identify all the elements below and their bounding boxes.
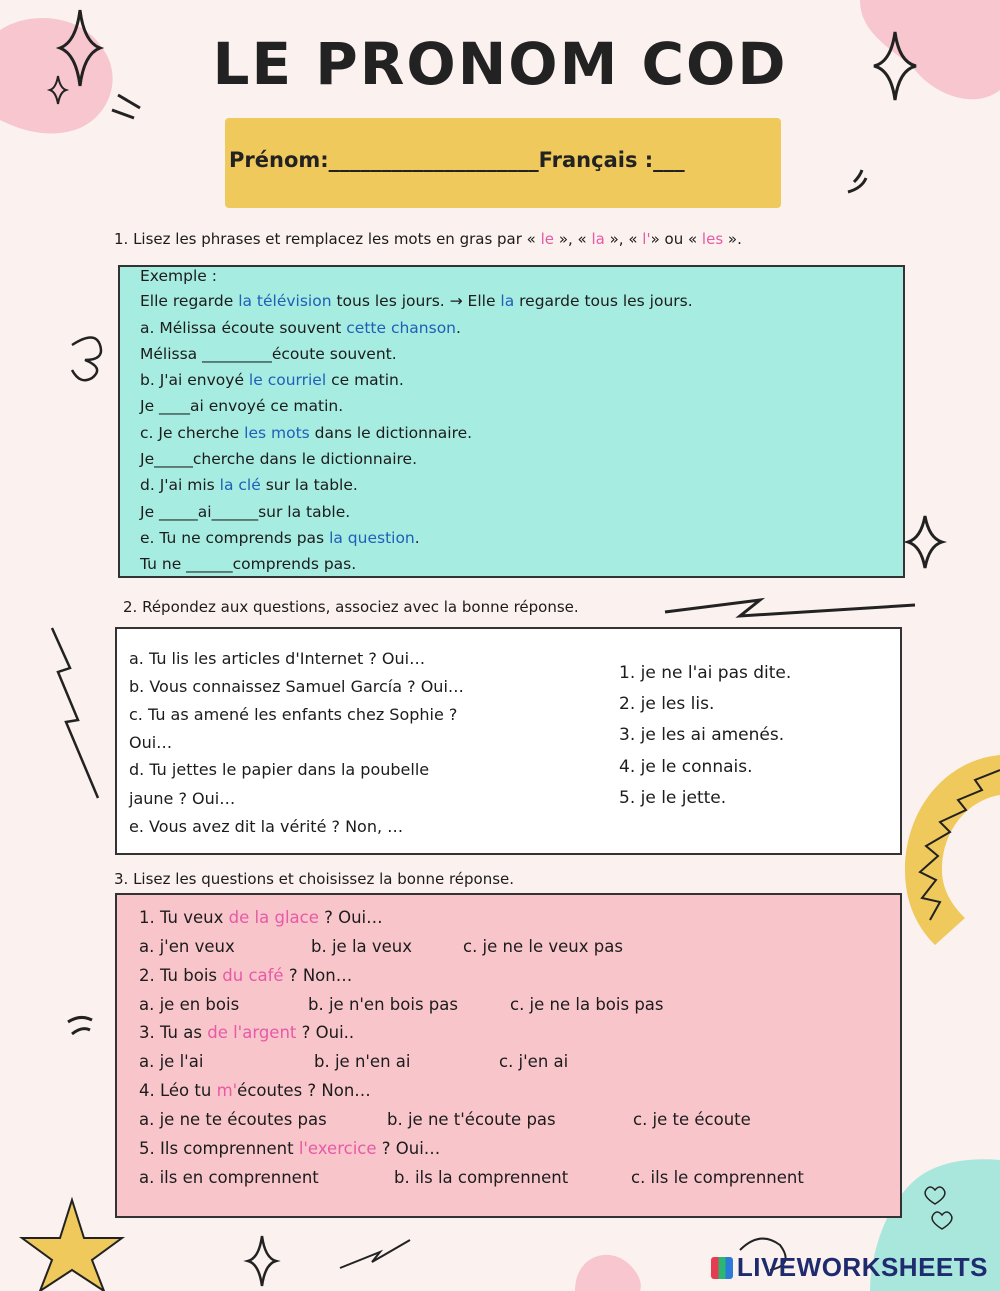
text: ? Non… [283,966,353,985]
text: a. Mélissa écoute souvent [140,319,347,337]
instr-text: ». [723,230,742,248]
question-b[interactable]: b. Vous connaissez Samuel García ? Oui… [129,677,464,696]
text: dans le dictionnaire. [309,424,473,442]
sparkle-bottom-icon [248,1236,276,1286]
text: ce matin. [326,371,404,389]
question-d[interactable]: d. Tu jettes le papier dans la poubelle [129,760,430,779]
text: d. J'ai mis [140,476,220,494]
highlight: les mots [244,424,310,442]
mc-option[interactable]: c. je te écoute [633,1110,751,1129]
mc-question-5 [139,1139,440,1158]
liveworksheets-logo-icon [711,1257,733,1279]
mc-option[interactable]: a. je ne te écoutes pas [139,1110,327,1129]
section3-instruction: 3. Lisez les questions et choisissez la bonne réponse. [114,870,515,888]
text: Elle regarde [140,292,239,310]
text: 3. Tu as [139,1023,208,1042]
yellow-zigzag-arc [905,755,1000,945]
mc-option[interactable]: a. ils en comprennent [139,1168,319,1187]
mc-option[interactable]: b. ils la comprennent [394,1168,569,1187]
instr-sep: », « [554,230,592,248]
text: sur la table. [260,476,358,494]
name-line: Prénom:____________________Français :___ [229,148,685,172]
example-sentence [140,292,693,310]
instr-sep: », « [604,230,643,248]
exercise1-box [118,265,905,578]
exercise3-box [115,893,902,1218]
highlight: la clé [219,476,261,494]
question-c-cont[interactable]: Oui… [129,733,173,752]
mc-option[interactable]: b. je la veux [311,937,413,956]
sparkle-mid-icon [908,516,942,568]
watermark-text: LIVEWORKSHEETS [736,1252,988,1282]
highlight: la télévision [238,292,332,310]
answer-5[interactable]: 5. je le jette. [619,788,727,808]
mc-option[interactable]: c. je ne le veux pas [463,937,623,956]
mc-option[interactable]: b. je n'en ai [314,1052,411,1071]
option-les: les [701,230,724,248]
text: écoutes ? Non… [237,1081,371,1100]
text: . [414,529,420,547]
mc-question-2 [139,966,352,985]
text: 1. Tu veux [139,908,229,927]
option-la: la [591,230,605,248]
name-bar [225,118,781,208]
text: e. Tu ne comprends pas [140,529,330,547]
example-label: Exemple : [140,267,217,285]
mc-option[interactable]: a. j'en veux [139,937,235,956]
text: 2. Tu bois [139,966,223,985]
exercise1-item-d [140,476,358,494]
text: 4. Léo tu [139,1081,217,1100]
answer-2[interactable]: 2. je les lis. [619,694,715,714]
answer-1[interactable]: 1. je ne l'ai pas dite. [619,663,792,683]
text: tous les jours. → Elle [331,292,501,310]
text: ? Oui… [376,1139,441,1158]
answer-3[interactable]: 3. je les ai amenés. [619,725,785,745]
liveworksheets-watermark [711,1252,988,1283]
page-title: LE PRONOM COD [212,30,788,98]
exercise1-item-c [140,424,472,442]
highlight: le courriel [248,371,327,389]
pink-blob-bottom [575,1255,641,1291]
mc-question-4 [139,1081,371,1100]
highlight: la [500,292,515,310]
instr-sep: » ou « [650,230,702,248]
highlight: la question [329,529,415,547]
answer-blank-b[interactable]: Je ____ai envoyé ce matin. [140,397,344,415]
text: b. J'ai envoyé [140,371,249,389]
exercise1-item-a [140,319,461,337]
star-icon [22,1200,122,1291]
text: ? Oui… [318,908,383,927]
mc-option[interactable]: c. j'en ai [499,1052,569,1071]
option-l: l' [642,230,651,248]
question-e[interactable]: e. Vous avez dit la vérité ? Non, … [129,817,404,836]
answer-blank-d[interactable]: Je _____ai______sur la table. [140,503,351,521]
highlight: l'exercice [298,1139,377,1158]
section2-instruction: 2. Répondez aux questions, associez avec la bonne réponse. [123,598,579,616]
section1-instruction [114,230,742,248]
highlight: de l'argent [207,1023,297,1042]
text: regarde tous les jours. [514,292,693,310]
option-le: le [540,230,555,248]
mc-option[interactable]: a. je en bois [139,995,240,1014]
mc-option[interactable]: b. je n'en bois pas [308,995,458,1014]
exercise2-box [115,627,902,855]
text: ? Oui.. [296,1023,355,1042]
question-c[interactable]: c. Tu as amené les enfants chez Sophie ? [129,705,458,724]
text: c. Je cherche [140,424,245,442]
mc-option[interactable]: c. je ne la bois pas [510,995,664,1014]
highlight: du café [222,966,284,985]
highlight: cette chanson [346,319,457,337]
question-a[interactable]: a. Tu lis les articles d'Internet ? Oui… [129,649,426,668]
answer-4[interactable]: 4. je le connais. [619,757,753,777]
mc-option[interactable]: a. je l'ai [139,1052,204,1071]
mc-question-1 [139,908,383,927]
answer-blank-c[interactable]: Je_____cherche dans le dictionnaire. [140,450,417,468]
mc-question-3 [139,1023,354,1042]
exercise1-item-e [140,529,420,547]
exercise1-item-b [140,371,404,389]
mc-option[interactable]: b. je ne t'écoute pas [387,1110,556,1129]
text: 5. Ils comprennent [139,1139,299,1158]
text: . [456,319,461,337]
mc-option[interactable]: c. ils le comprennent [631,1168,804,1187]
answer-blank-e[interactable]: Tu ne ______comprends pas. [140,555,357,573]
instr-text: 1. Lisez les phrases et remplacez les mots en gras par « [114,230,541,248]
question-d-cont[interactable]: jaune ? Oui… [129,789,236,808]
highlight: m' [216,1081,238,1100]
answer-blank-a[interactable]: Mélissa _________écoute souvent. [140,345,397,363]
highlight: de la glace [228,908,319,927]
